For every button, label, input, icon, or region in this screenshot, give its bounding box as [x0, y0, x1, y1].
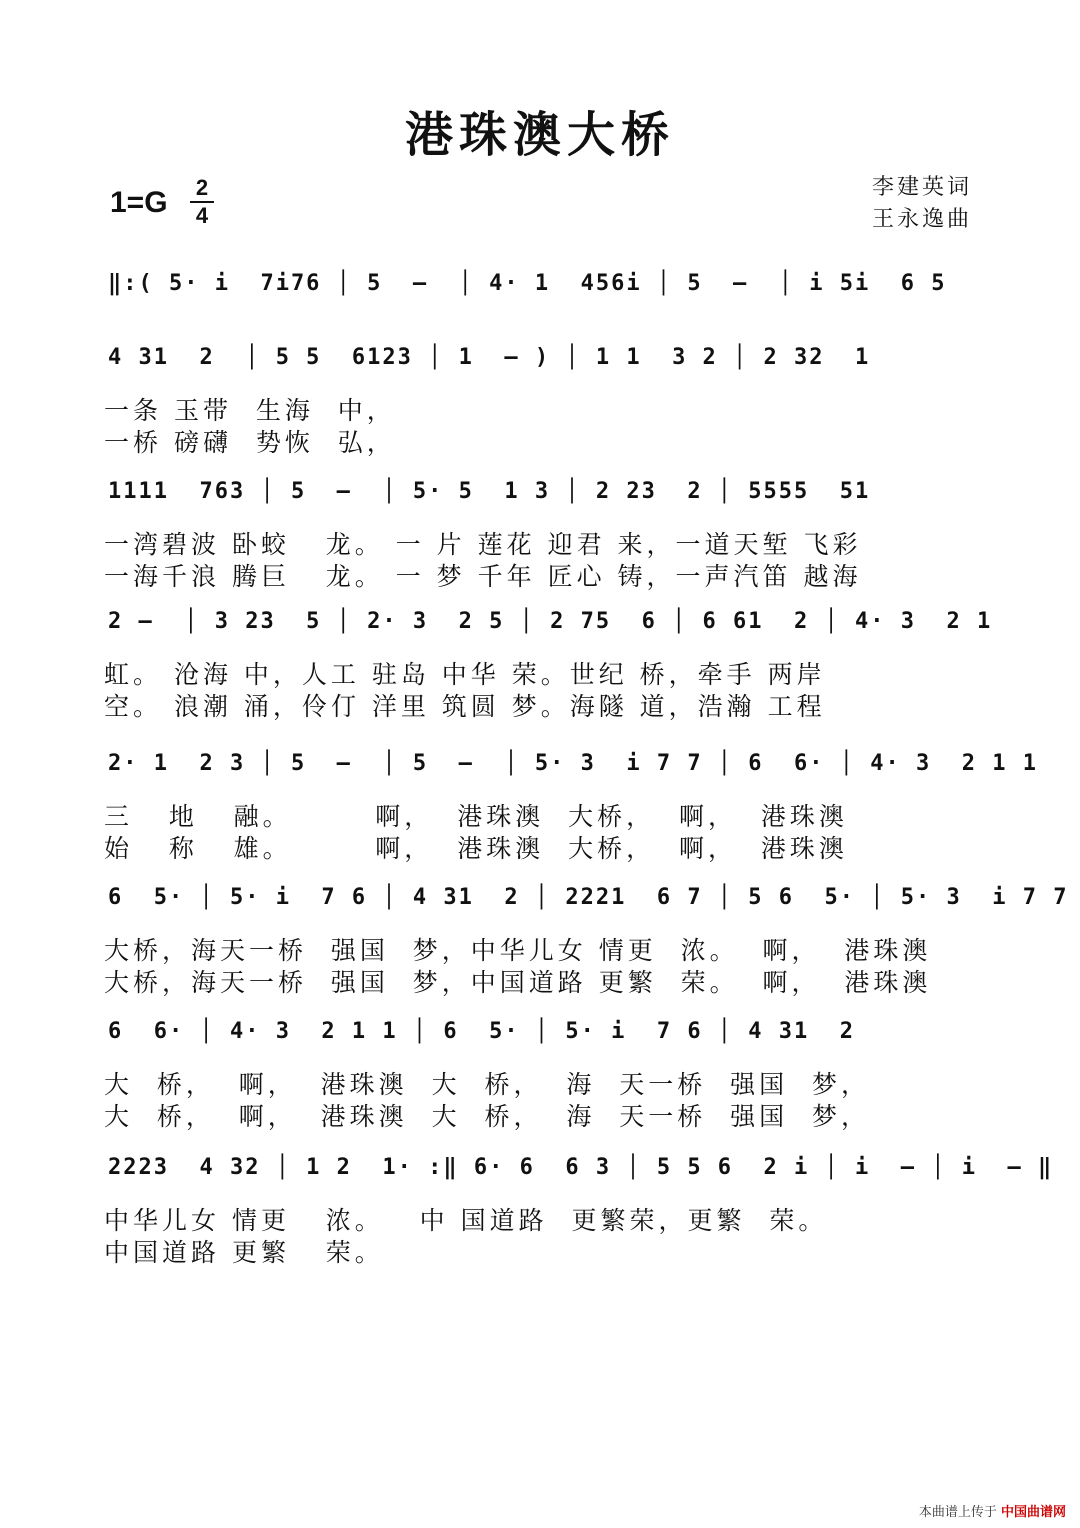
- time-signature-top: 2: [195, 175, 209, 200]
- lyricist: 李建英词: [871, 175, 972, 200]
- lyric-line: 三 地 融。 啊， 港珠澳 大桥， 啊， 港珠澳: [104, 802, 848, 831]
- notation-line: 2· 1 2 3 │ 5 – │ 5 – │ 5· 3 i 7 7 │ 6 6· │ 4· 3 2 1 1: [108, 751, 1038, 776]
- lyric-line: 中华儿女 情更 浓。 中 国道路 更繁荣，更繁 荣。: [104, 1206, 828, 1235]
- lyric-line: 空。 浪潮 涌，伶仃 洋里 筑圆 梦。海隧 道，浩瀚 工程: [104, 692, 826, 721]
- notation-line: 2223 4 32 │ 1 2 1· :‖ 6· 6 6 3 │ 5 5 6 2 i │ i – │ i – ‖: [108, 1155, 1054, 1180]
- footer-site: 中国曲谱网: [1000, 1505, 1066, 1520]
- notation-line: 4 31 2 │ 5 5 6123 │ 1 – ) │ 1 1 3 2 │ 2 32 1: [108, 345, 871, 370]
- notation-line: 2 – │ 3 23 5 │ 2· 3 2 5 │ 2 75 6 │ 6 61 2 │ 4· 3 2 1: [108, 609, 993, 634]
- composer: 王永逸曲: [871, 207, 972, 232]
- notation-line: 6 6· │ 4· 3 2 1 1 │ 6 5· │ 5· i 7 6 │ 4 31 2: [108, 1019, 856, 1044]
- notation-line: 6 5· │ 5· i 7 6 │ 4 31 2 │ 2221 6 7 │ 5 6 5· │ 5· 3 i 7 7: [108, 885, 1069, 910]
- lyric-line: 一海千浪 腾巨 龙。 一 梦 千年 匠心 铸，一声汽笛 越海: [104, 562, 862, 591]
- lyric-line: 始 称 雄。 啊， 港珠澳 大桥， 啊， 港珠澳: [104, 834, 848, 863]
- lyric-line: 一桥 磅礴 势恢 弘，: [104, 428, 396, 457]
- lyric-line: 大 桥， 啊， 港珠澳 大 桥， 海 天一桥 强国 梦，: [104, 1070, 871, 1099]
- lyric-line: 大桥，海天一桥 强国 梦，中国道路 更繁 荣。 啊， 港珠澳: [104, 968, 932, 997]
- lyric-line: 一条 玉带 生海 中，: [104, 396, 396, 425]
- lyric-line: 大 桥， 啊， 港珠澳 大 桥， 海 天一桥 强国 梦，: [104, 1102, 871, 1131]
- notation-line: ‖:( 5· i 7i76 │ 5 – │ 4· 1 456i │ 5 – │ i 5i 6 5: [108, 271, 947, 296]
- lyric-line: 一湾碧波 卧蛟 龙。 一 片 莲花 迎君 来，一道天堑 飞彩: [104, 530, 862, 559]
- footer-text: 本曲谱上传于: [918, 1505, 997, 1520]
- lyric-line: 虹。 沧海 中，人工 驻岛 中华 荣。世纪 桥，牵手 两岸: [104, 660, 826, 689]
- lyric-line: 大桥，海天一桥 强国 梦，中华儿女 情更 浓。 啊， 港珠澳: [104, 936, 932, 965]
- time-signature: [190, 176, 214, 228]
- key-signature: 1=G: [110, 186, 168, 219]
- notation-line: 1111 763 │ 5 – │ 5· 5 1 3 │ 2 23 2 │ 5555 51: [108, 479, 871, 504]
- time-signature-bottom: 4: [195, 203, 209, 228]
- footer: [919, 1501, 1066, 1520]
- page-title: 港珠澳大桥: [404, 107, 675, 163]
- lyric-line: 中国道路 更繁 荣。: [104, 1238, 384, 1267]
- credits: [872, 172, 972, 236]
